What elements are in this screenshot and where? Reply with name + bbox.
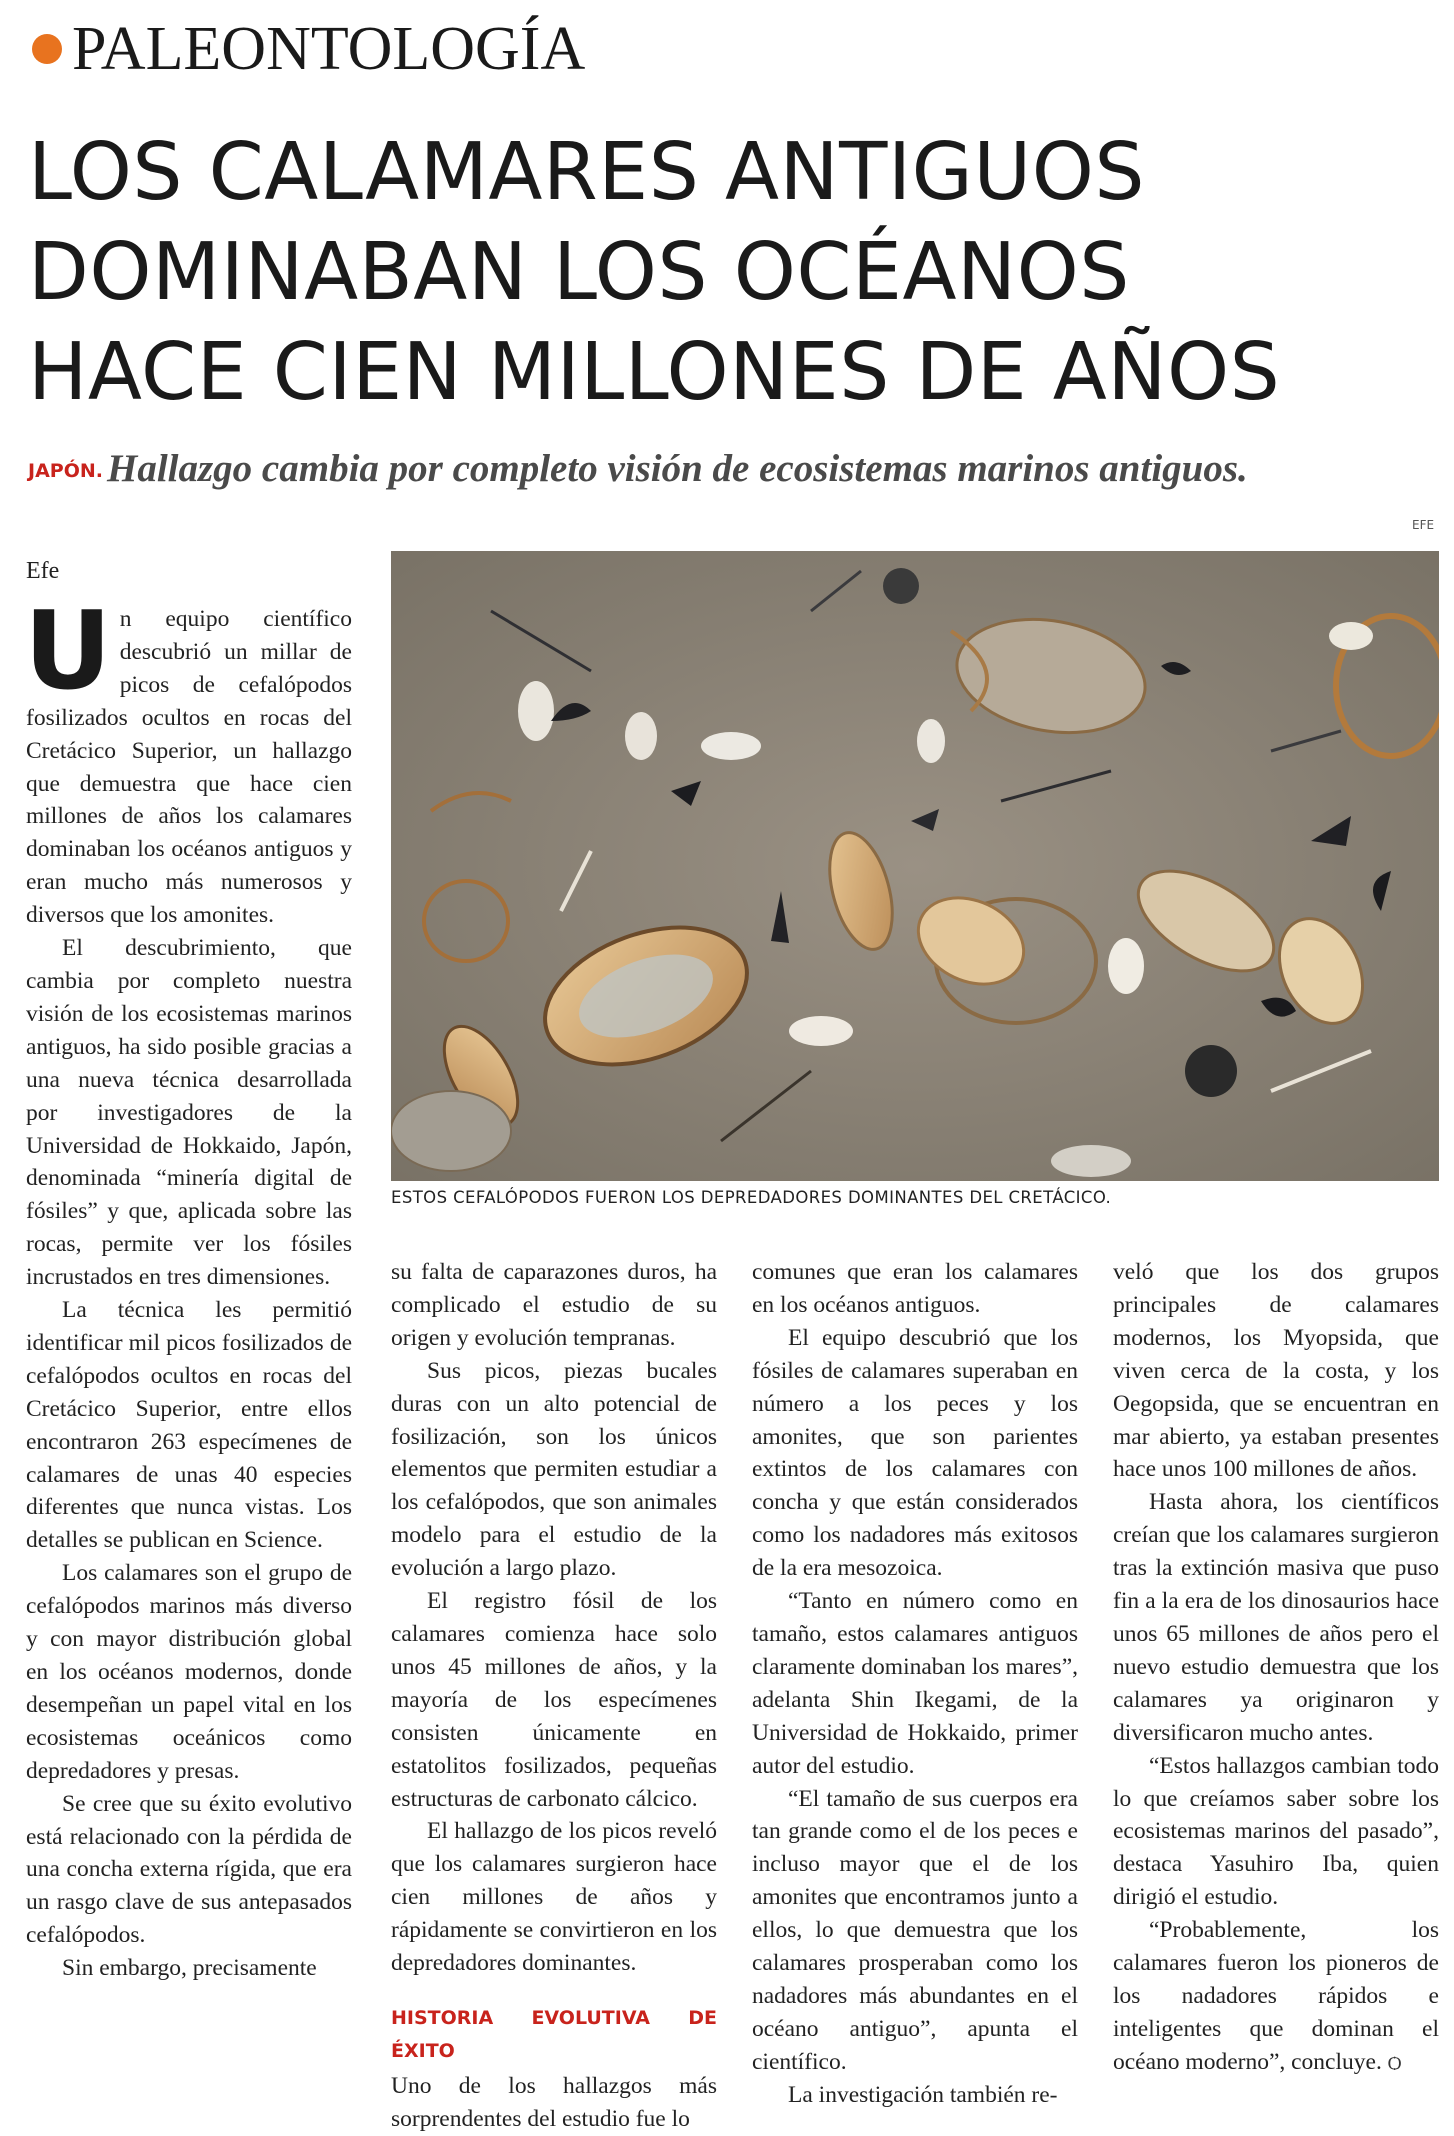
article-column-4	[1113, 1256, 1439, 2080]
article-column-3	[752, 1256, 1078, 2112]
section-subhead: HISTORIA EVOLUTIVA DE ÉXITO	[391, 2006, 717, 2062]
byline: Efe	[26, 558, 60, 584]
paragraph: Uno de los hallazgos más sorprendentes del estudio fue lo	[391, 2072, 717, 2132]
paragraph: Se cree que su éxito evolutivo está relacionado con la pérdida de una concha externa rígida, que era un rasgo clave de sus antepasados cefalópodos.	[26, 1790, 352, 1949]
paragraph: El descubrimiento, que cambia por completo nuestra visión de los ecosistemas marinos antiguos, ha sido posible gracias a una nueva técnica desarrollada por investigadores de la Universidad de Hokkaido, Japón, denominada “minería digital de fósiles” y que, aplicada sobre las rocas, permite ver los fósiles incrustados en tres dimensiones.	[26, 935, 352, 1291]
paragraph: El equipo descubrió que los fósiles de calamares superaban en número a los peces y los amonites, que son parientes extintos de los calamares con concha y que están considerados como los nadadores más exitosos de la era mesozoica.	[752, 1324, 1078, 1582]
paragraph: comunes que eran los calamares en los océanos antiguos.	[752, 1259, 1078, 1318]
paragraph: Los calamares son el grupo de cefalópodos marinos más diverso y con mayor distribución global en los océanos modernos, donde desempeñan un papel vital en los ecosistemas oceánicos como depredadores y presas.	[26, 1560, 352, 1784]
paragraph: “Estos hallazgos cambian todo lo que creíamos saber sobre los ecosistemas marinos del pasado”, destaca Yasuhiro Iba, quien dirigió el estudio.	[1113, 1752, 1439, 1911]
paragraph: La técnica les permitió identificar mil picos fosilizados de cefalópodos ocultos en rocas del Cretácico Superior, entre ellos encontraron 263 especímenes de calamares de unas 40 especies diferentes que nunca vistas. Los detalles se publican en Science.	[26, 1297, 352, 1554]
paragraph: El registro fósil de los calamares comienza hace solo unos 45 millones de años, y la mayoría de los especímenes consisten únicamente en estatolitos fosilizados, pequeñas estructuras de carbonato cálcico.	[391, 1588, 717, 1812]
fossil-photo	[391, 551, 1439, 1181]
headline	[28, 122, 1428, 422]
section-tag	[32, 15, 586, 83]
section-label: PALEONTOLOGÍA	[72, 15, 586, 83]
paragraph: Sus picos, piezas bucales duras con un alto potencial de fosilización, son los únicos elementos que permiten estudiar a los cefalópodos, que son animales modelo para el estudio de la evolución a largo plazo.	[391, 1357, 717, 1582]
paragraph: veló que los dos grupos principales de calamares modernos, los Myopsida, que viven cerca de la costa, y los Oegopsida, que se encuentran en mar abierto, ya estaban presentes hace unos 100 millones de años.	[1113, 1259, 1439, 1483]
paragraph: su falta de caparazones duros, ha complicado el estudio de su origen y evolución tempranas.	[391, 1259, 717, 1351]
dropcap: U	[24, 589, 112, 714]
paragraph	[1113, 1914, 1439, 2080]
kicker: JAPÓN.	[28, 460, 103, 482]
subhead	[28, 446, 1248, 491]
photo-caption: ESTOS CEFALÓPODOS FUERON LOS DEPREDADORES DOMINANTES DEL CRETÁCICO.	[391, 1188, 1112, 1207]
deck: Hallazgo cambia por completo visión de ecosistemas marinos antiguos.	[106, 447, 1248, 490]
paragraph: “Tanto en número como en tamaño, estos calamares antiguos claramente dominaban los mares”, adelanta Shin Ikegami, de la Universidad de Hokkaido, primer autor del estudio.	[752, 1588, 1078, 1779]
headline-line: HACE CIEN MILLONES DE AÑOS	[28, 326, 1281, 418]
paragraph-text: “Probablemente, los calamares fueron los pioneros de los nadadores rápidos e inteligentes que dominan el océano moderno”, concluye.	[1113, 1917, 1439, 2075]
paragraph: La investigación también re-	[788, 2081, 1058, 2108]
paragraph: Hasta ahora, los científicos creían que los calamares surgieron tras la extinción masiva que puso fin a la era de los dinosaurios hace unos 65 millones de años pero el nuevo estudio demuestra que los calamares ya originaron y diversificaron mucho antes.	[1113, 1489, 1439, 1746]
paragraph: “El tamaño de sus cuerpos era tan grande como el de los peces e incluso mayor que el de los amonites que encontramos junto a ellos, lo que demuestra que los calamares prosperaban como los nadadores más abundantes en el océano antiguo”, apunta el científico.	[752, 1785, 1078, 2075]
article-column-2	[391, 1256, 717, 2136]
photo-credit: EFE	[1412, 518, 1435, 532]
end-mark-icon: Ѻ	[1387, 2052, 1402, 2073]
paragraph: El hallazgo de los picos reveló que los calamares surgieron hace cien millones de años y rápidamente se convirtieron en los depredadores dominantes.	[391, 1818, 717, 1977]
headline-line: LOS CALAMARES ANTIGUOS	[28, 126, 1146, 218]
section-dot-icon	[32, 34, 62, 64]
paragraph: Sin embargo, precisamente	[62, 1955, 317, 1982]
article-column-1	[24, 589, 352, 1985]
paragraph: n equipo científico descubrió un millar de picos de cefalópodos fosilizados ocultos en rocas del Cretácico Superior, un hallazgo que demuestra que hace cien millones de años los calamares dominaban los océanos antiguos y eran mucho más numerosos y diversos que los amonites.	[26, 606, 352, 929]
headline-line: DOMINABAN LOS OCÉANOS	[28, 226, 1130, 318]
